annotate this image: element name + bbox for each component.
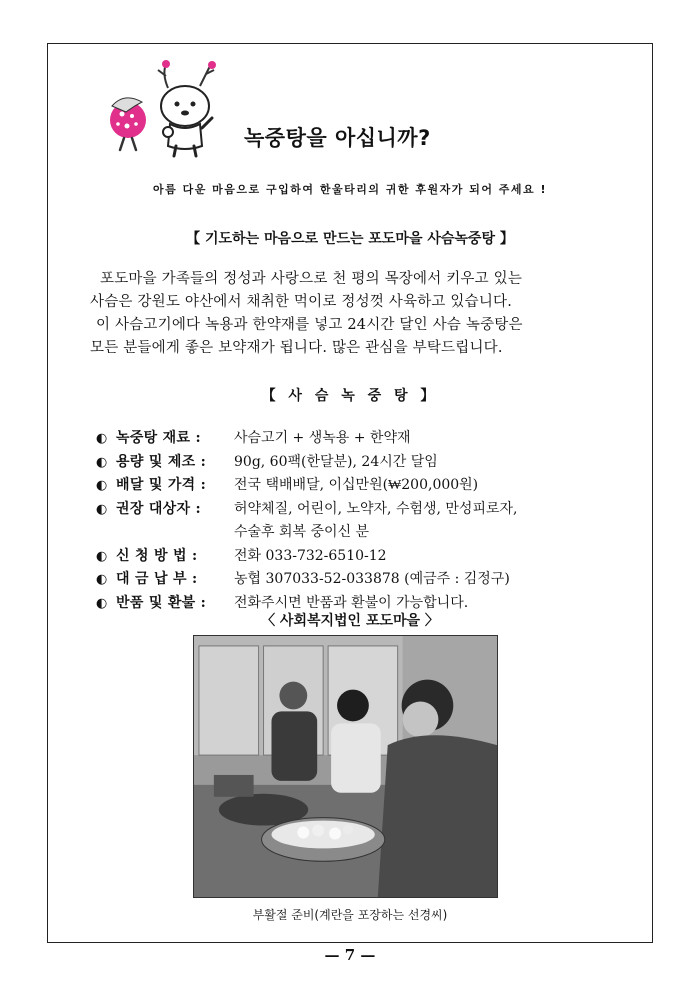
intro-section-title: 【 기도하는 마음으로 만드는 포도마을 사슴녹중탕 】 (186, 231, 514, 247)
page-number: — 7 — (324, 946, 376, 964)
paragraph-line: 이 사슴고기에다 녹용과 한약재를 넣고 24시간 달인 사슴 녹중탕은 (96, 317, 523, 333)
spec-row-recommended-cont (96, 521, 616, 545)
spec-value: 수술후 회복 중이신 분 (234, 524, 370, 540)
half-circle-bullet-icon: ◐ (96, 478, 108, 493)
slogan: 아름 다운 마음으로 구입하여 한울타리의 귀한 후원자가 되어 주세요 ! (152, 183, 547, 196)
spec-value: 90g, 60팩(한달분), 24시간 달임 (234, 453, 438, 470)
half-circle-bullet-icon: ◐ (96, 548, 108, 564)
spec-label: 권장 대상자 : (116, 500, 201, 517)
spec-row-recommended (96, 498, 616, 522)
spec-label: 용량 및 제조 : (116, 453, 207, 470)
product-spec-list (96, 427, 616, 615)
spec-value: 농협 307033-52-033878 (예금주 : 김정구) (234, 571, 510, 587)
paragraph-line: 사슴은 강원도 야산에서 채취한 먹이로 정성껏 사육하고 있습니다. (90, 294, 513, 310)
intro-paragraph (90, 268, 610, 360)
spec-row-payment (96, 568, 616, 592)
spec-value: 허약체질, 어린이, 노약자, 수험생, 만성피로자, (234, 500, 518, 517)
kitchen-photo (193, 635, 498, 898)
spec-label: 배달 및 가격 : (116, 477, 207, 493)
spec-row-order (96, 545, 616, 569)
half-circle-bullet-icon: ◐ (96, 501, 108, 517)
photo-caption: 부활절 준비(계란을 포장하는 선경씨) (252, 908, 448, 922)
half-circle-bullet-icon: ◐ (96, 454, 108, 470)
pink-flower-icon (110, 98, 146, 150)
half-circle-bullet-icon: ◐ (96, 431, 108, 446)
spec-value: 전화주시면 반품과 환불이 가능합니다. (234, 594, 469, 611)
paragraph-line: 모든 분들에게 좋은 보약재가 됩니다. 많은 관심을 부탁드립니다. (90, 340, 503, 356)
half-circle-bullet-icon: ◐ (96, 595, 108, 611)
spec-value: 전화 033-732-6510-12 (234, 547, 387, 564)
product-section-title: 【 사 슴 녹 중 탕 】 (261, 388, 439, 404)
deer-mascot-illustration (100, 58, 235, 158)
spec-row-capacity (96, 451, 616, 475)
page-headline: 녹중탕을 아십니까? (244, 126, 431, 150)
spec-label: 대 금 납 부 : (116, 571, 198, 587)
spec-label: 녹중탕 재료 : (116, 430, 201, 446)
spec-label: 반품 및 환불 : (116, 594, 207, 611)
spec-value: 사슴고기 + 생녹용 + 한약재 (234, 430, 411, 446)
spec-row-delivery-price (96, 474, 616, 498)
paragraph-line: 포도마을 가족들의 정성과 사랑으로 천 평의 목장에서 키우고 있는 (100, 271, 523, 287)
half-circle-bullet-icon: ◐ (96, 572, 108, 587)
organization-name: 〈 사회복지법인 포도마을 〉 (261, 613, 439, 629)
spec-value: 전국 택배배달, 이십만원(₩200,000원) (234, 477, 479, 493)
spec-label: 신 청 방 법 : (116, 547, 198, 564)
spec-row-ingredients (96, 427, 616, 451)
